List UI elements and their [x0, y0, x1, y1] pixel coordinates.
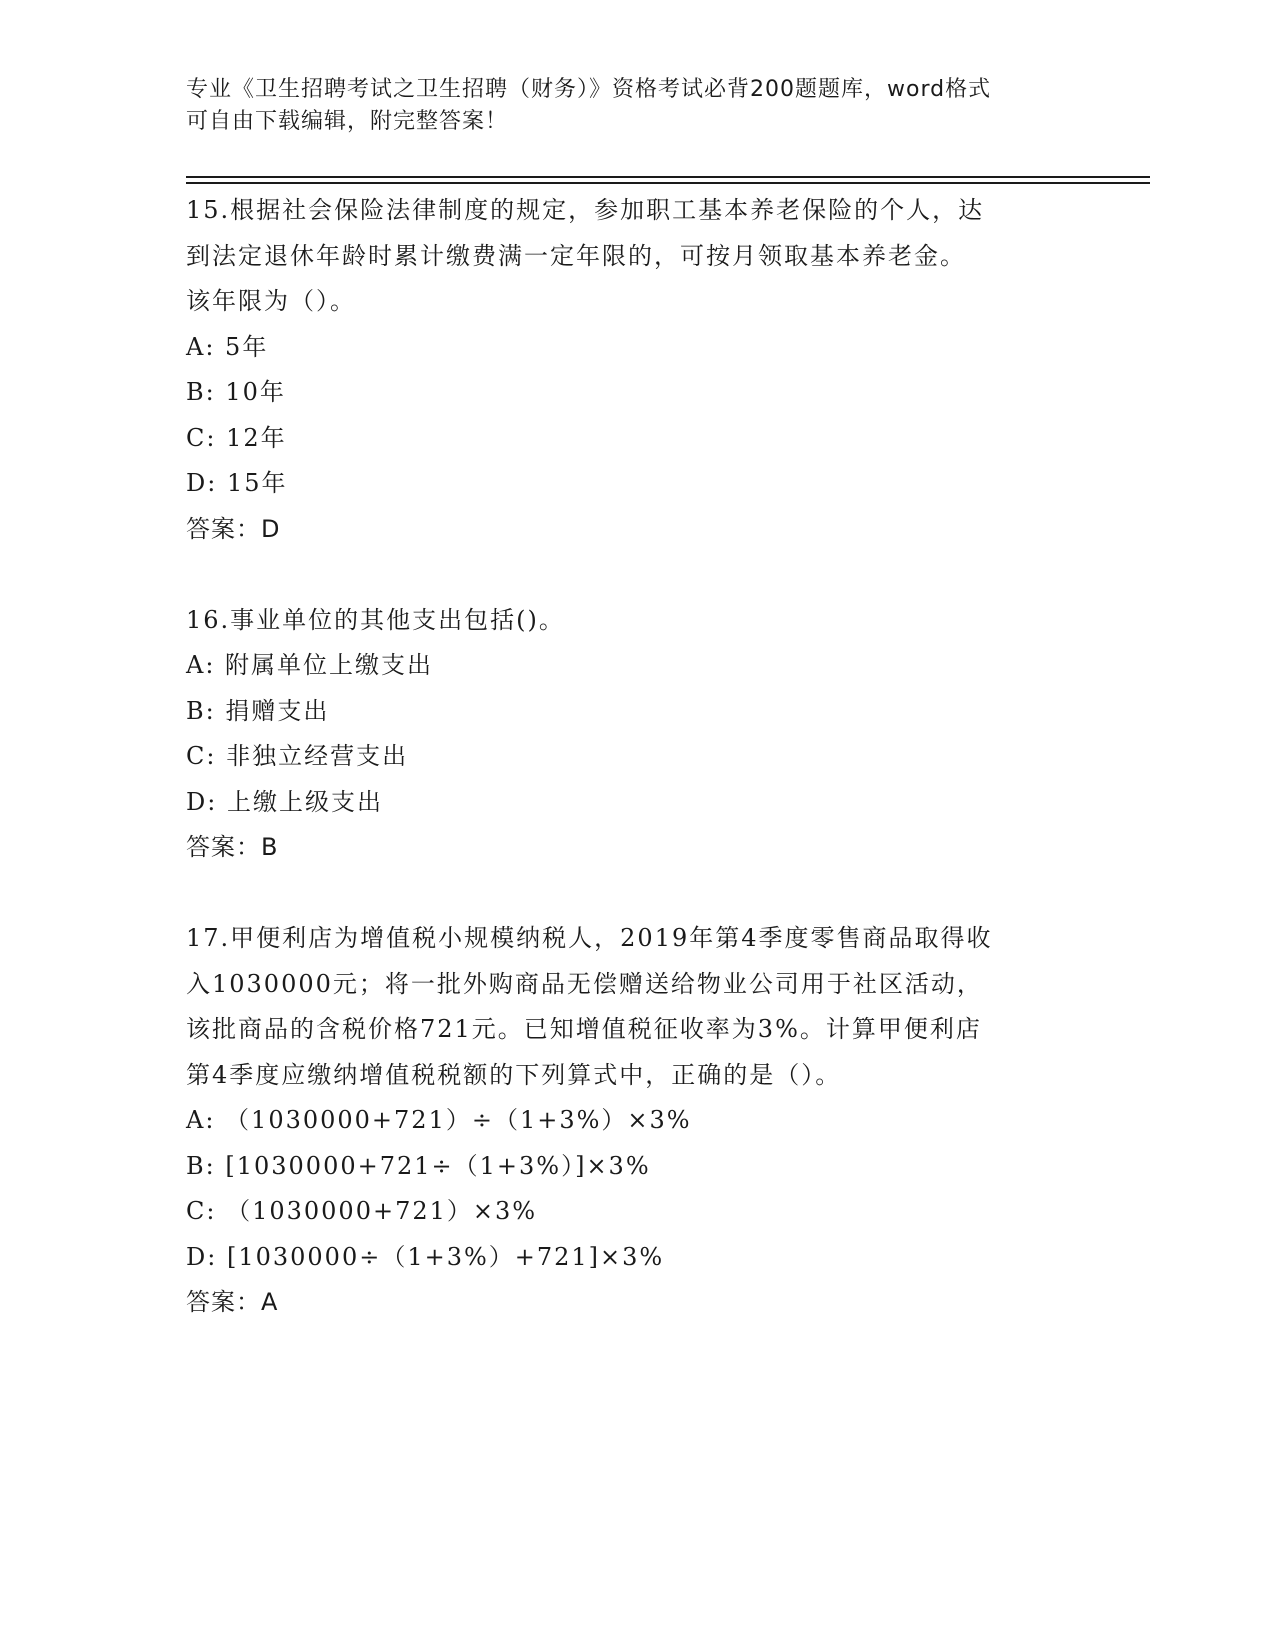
- option-c: C: 非独立经营支出: [186, 742, 409, 770]
- question-stem-line: 第4季度应缴纳增值税税额的下列算式中，正确的是（）。: [186, 1060, 842, 1089]
- header-line-2: 可自由下载编辑，附完整答案！: [186, 109, 509, 134]
- question-15: [186, 188, 1106, 552]
- question-stem-line: 17.甲便利店为增值税小规模纳税人，2019年第4季度零售商品取得收: [186, 924, 993, 952]
- option-b: B: 10年: [186, 378, 286, 406]
- answer: 答案：D: [186, 514, 281, 543]
- option-a: A: 附属单位上缴支出: [186, 651, 434, 679]
- header-divider-top: [186, 176, 1150, 178]
- option-a: A: 5年: [186, 332, 269, 361]
- option-c: C: （1030000+721）×3%: [186, 1197, 538, 1225]
- answer: 答案：B: [186, 833, 279, 861]
- question-16: [186, 598, 1106, 871]
- question-17: [186, 916, 1106, 1326]
- option-d: D: 15年: [186, 469, 288, 497]
- answer: 答案：A: [186, 1288, 279, 1316]
- question-stem-line: 16.事业单位的其他支出包括()。: [186, 605, 565, 634]
- option-d: D: [1030000÷（1+3%）+721]×3%: [186, 1242, 665, 1271]
- option-b: B: 捐赠支出: [186, 696, 330, 725]
- header-line-1: 专业《卫生招聘考试之卫生招聘（财务）》资格考试必背200题题库，word格式: [186, 77, 992, 102]
- option-b: B: [1030000+721÷（1+3%）]×3%: [186, 1151, 651, 1180]
- question-stem-line: 该年限为（）。: [186, 287, 356, 315]
- question-stem-line: 15.根据社会保险法律制度的规定，参加职工基本养老保险的个人，达: [186, 196, 985, 224]
- option-d: D: 上缴上级支出: [186, 787, 383, 816]
- header-divider-bottom: [186, 182, 1150, 184]
- question-stem-line: 入1030000元；将一批外购商品无偿赠送给物业公司用于社区活动，: [186, 969, 983, 998]
- question-stem-line: 到法定退休年龄时累计缴费满一定年限的，可按月领取基本养老金。: [186, 241, 966, 270]
- question-spacer: [186, 552, 1106, 598]
- question-list: [186, 188, 1106, 1326]
- option-c: C: 12年: [186, 423, 287, 452]
- option-a: A: （1030000+721）÷（1+3%）×3%: [186, 1106, 692, 1134]
- question-stem-line: 该批商品的含税价格721元。已知增值税征收率为3%。计算甲便利店: [186, 1015, 982, 1043]
- question-spacer: [186, 871, 1106, 917]
- document-header: [186, 74, 1066, 138]
